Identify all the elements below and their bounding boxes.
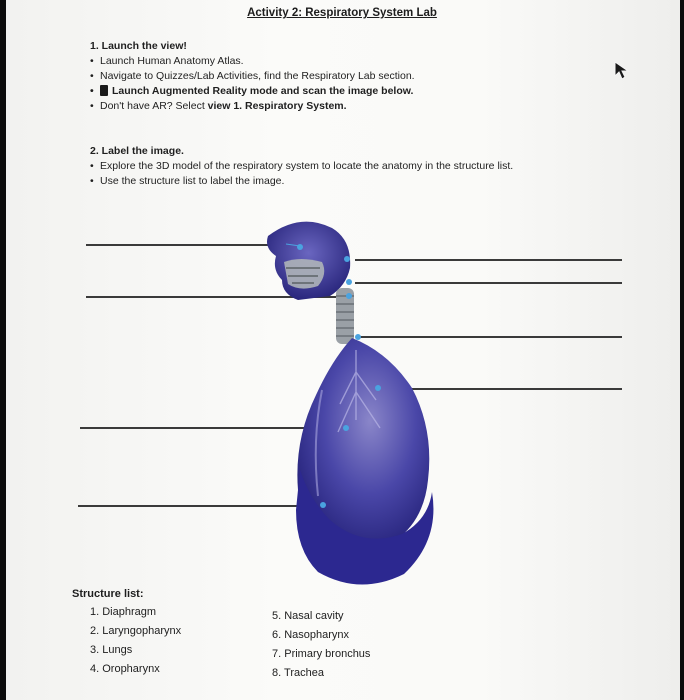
pointer-dot-6 (375, 385, 381, 391)
pointer-dot-4 (346, 293, 352, 299)
structure-item-6: 6. Nasopharynx (272, 629, 350, 641)
structure-list-left-column (90, 606, 181, 682)
structure-item-2: 2. Laryngopharynx (90, 625, 182, 637)
section2-heading: 2. Label the image. (90, 145, 184, 157)
section2-bullet-1: • Explore the 3D model of the respiratory system to locate the anatomy in the structure list. (90, 160, 514, 172)
section-launch-view (90, 40, 415, 115)
section1-bullet-3: • Launch Augmented Reality mode and scan the image below. (90, 85, 414, 97)
section2-bullet-2: • Use the structure list to label the image. (90, 175, 285, 187)
structure-item-1: 1. Diaphragm (90, 606, 157, 618)
page-title: Activity 2: Respiratory System Lab (247, 7, 437, 19)
pointer-dot-2 (344, 256, 350, 262)
section1-bullet-1: • Launch Human Anatomy Atlas. (90, 55, 244, 67)
pointer-dot-3 (346, 279, 352, 285)
pointer-dot-8 (320, 502, 326, 508)
label-line-1[interactable] (86, 244, 286, 246)
structure-item-7: 7. Primary bronchus (272, 648, 371, 660)
respiratory-system-model (260, 210, 450, 600)
mouse-cursor-icon (613, 61, 631, 81)
section1-heading: 1. Launch the view! (90, 40, 187, 52)
structure-item-8: 8. Trachea (272, 667, 324, 679)
nasal-cavity-model (267, 222, 350, 300)
section1-bullet-2: • Navigate to Quizzes/Lab Activities, find the Respiratory Lab section. (90, 70, 415, 82)
section1-bullet-4: • Don't have AR? Select view 1. Respiratory System. (90, 100, 347, 112)
structure-list-right-column (272, 610, 370, 686)
structure-item-3: 3. Lungs (90, 644, 133, 656)
structure-list-heading: Structure list: (72, 588, 144, 600)
structure-item-5: 5. Nasal cavity (272, 610, 344, 622)
pointer-dot-5 (355, 334, 361, 340)
structure-item-4: 4. Oropharynx (90, 663, 160, 675)
ar-phone-icon (100, 85, 108, 96)
pointer-dot-7 (343, 425, 349, 431)
structure-list (72, 588, 144, 604)
pointer-dot-1 (297, 244, 303, 250)
section-label-image (90, 145, 513, 190)
